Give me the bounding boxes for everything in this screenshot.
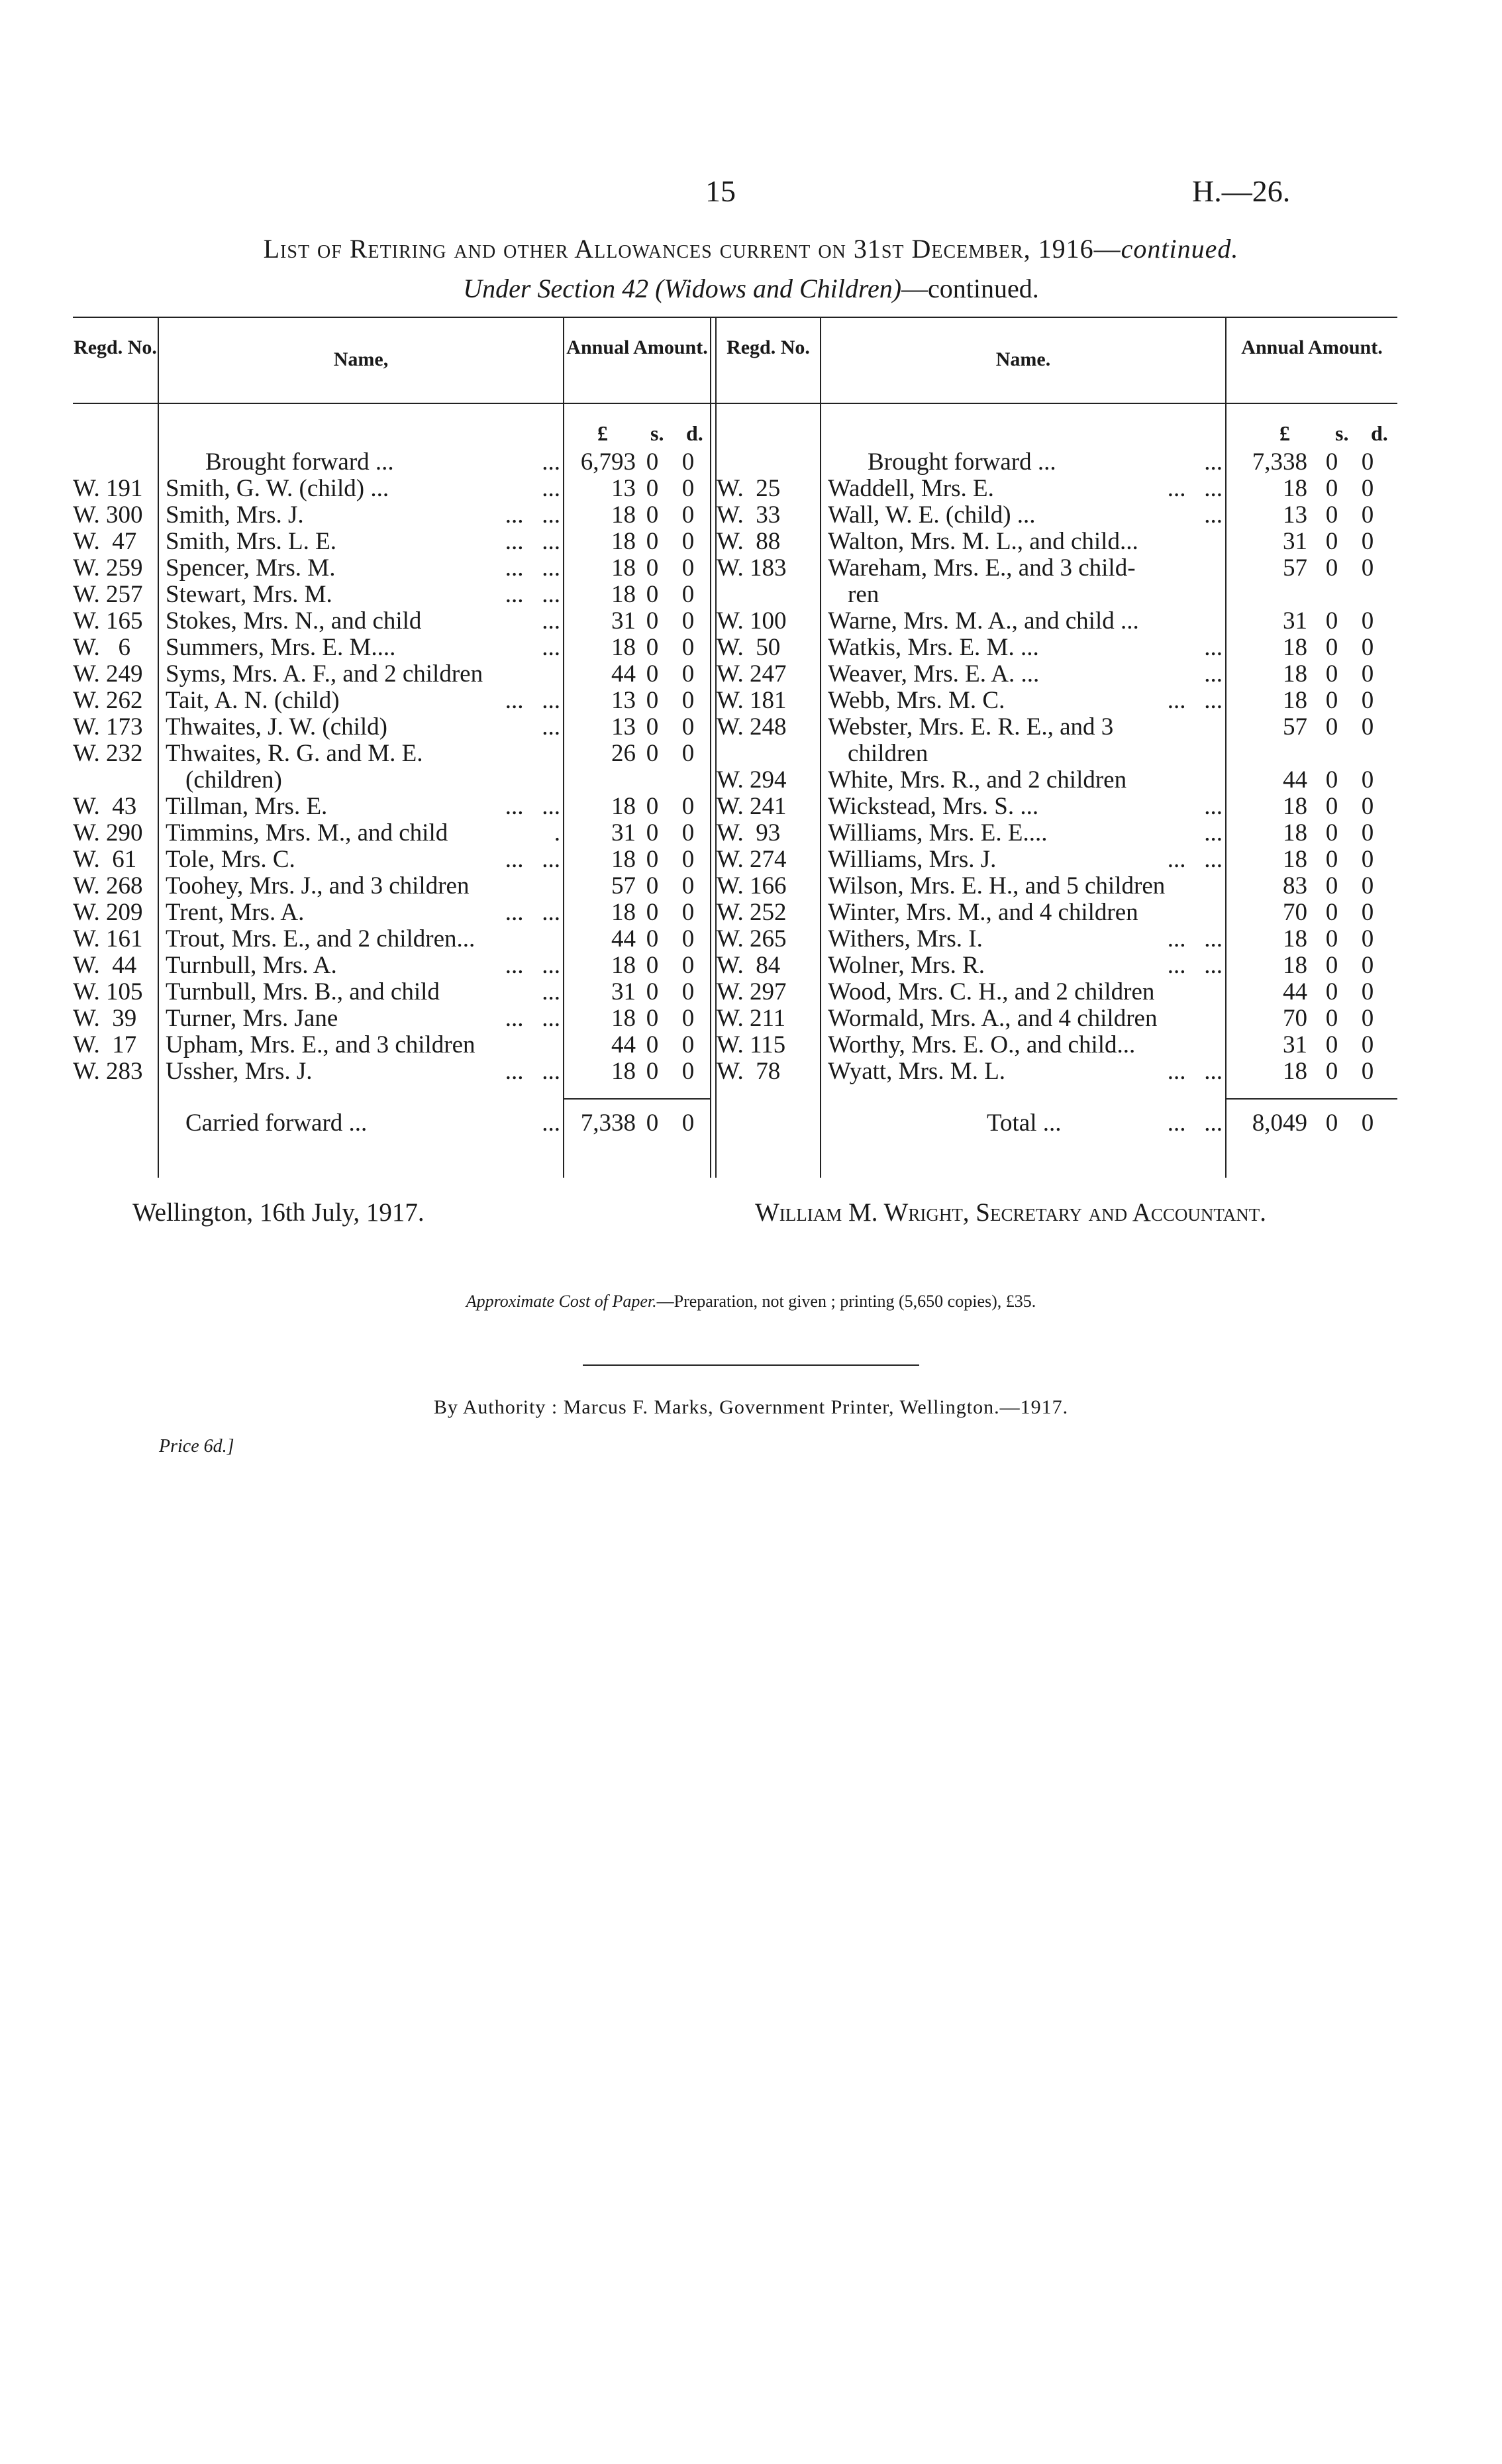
- page-subtitle: [0, 273, 1502, 304]
- right-row-5-name: Watkis, Mrs. E. M. ...: [828, 634, 1039, 661]
- right-row-7-pence: 0: [1361, 687, 1374, 714]
- left-row-21-regd: W. 283: [73, 1058, 143, 1085]
- right-row-1-dots: ...: [1204, 501, 1223, 529]
- right-row-0-shillings: 0: [1325, 475, 1338, 502]
- left-row-18-regd: W. 105: [73, 978, 143, 1005]
- left-row-15-dots: ... ...: [505, 899, 560, 926]
- right-row-19-regd: W. 115: [717, 1031, 786, 1058]
- right-row-2-name: Walton, Mrs. M. L., and child...: [828, 528, 1138, 555]
- right-row-5-shillings: 0: [1325, 634, 1338, 661]
- right-row-3-shillings: 0: [1325, 554, 1338, 582]
- right-row-15-regd: W. 265: [717, 925, 787, 952]
- right-row-12-shillings: 0: [1325, 846, 1338, 873]
- right-row-20-dots: ... ...: [1167, 1058, 1223, 1085]
- left-row-19-name: Turner, Mrs. Jane: [166, 1005, 338, 1032]
- cost-note: [0, 1292, 1502, 1311]
- right-row-12-pounds: 18: [1283, 846, 1307, 873]
- right-row-20-pounds: 18: [1283, 1058, 1307, 1085]
- right-brought-forward-pence: 0: [1361, 448, 1374, 476]
- right-row-3-pence: 0: [1361, 554, 1374, 582]
- right-row-7-shillings: 0: [1325, 687, 1338, 714]
- right-brought-forward-shillings: 0: [1325, 448, 1338, 476]
- header-name-right: Name.: [995, 348, 1051, 370]
- left-row-2-dots: ... ...: [505, 528, 560, 555]
- right-row-6-shillings: 0: [1325, 660, 1338, 688]
- left-row-6-dots: ...: [542, 634, 560, 661]
- left-row-9-pounds: 13: [611, 713, 636, 741]
- right-row-15-pence: 0: [1361, 925, 1374, 952]
- header-annual-amount-right: Annual Amount.: [1241, 336, 1383, 358]
- left-brought-forward-pence: 0: [681, 448, 695, 476]
- right-total-label: Total ...: [987, 1109, 1062, 1137]
- left-row-15-regd: W. 209: [73, 899, 143, 926]
- left-row-18-shillings: 0: [646, 978, 659, 1005]
- left-brought-forward-dots: ...: [542, 448, 560, 476]
- right-row-17-name: Wood, Mrs. C. H., and 2 children: [828, 978, 1155, 1005]
- left-row-20-pence: 0: [681, 1031, 695, 1058]
- left-row-0-regd: W. 191: [73, 475, 143, 502]
- left-row-17-name: Turnbull, Mrs. A.: [166, 952, 337, 979]
- left-row-1-pence: 0: [681, 501, 695, 529]
- right-row-9-pence: 0: [1361, 766, 1374, 794]
- right-row-9-shillings: 0: [1325, 766, 1338, 794]
- right-row-15-pounds: 18: [1283, 925, 1307, 952]
- left-row-15-pence: 0: [681, 899, 695, 926]
- right-row-6-pence: 0: [1361, 660, 1374, 688]
- left-row-14-shillings: 0: [646, 872, 659, 899]
- left-row-10-name-cont: (children): [185, 766, 282, 794]
- left-carried_forward-shillings: 0: [646, 1109, 659, 1137]
- left-row-2-pence: 0: [681, 528, 695, 555]
- right-row-16-regd: W. 84: [717, 952, 781, 979]
- left-row-4-pounds: 18: [611, 581, 636, 608]
- right-row-20-regd: W. 78: [717, 1058, 781, 1085]
- left-row-1-pounds: 18: [611, 501, 636, 529]
- left-row-3-pence: 0: [681, 554, 695, 582]
- right-row-18-pence: 0: [1361, 1005, 1374, 1032]
- right-row-4-pounds: 31: [1283, 607, 1307, 635]
- right-row-12-name: Williams, Mrs. J.: [828, 846, 997, 873]
- right-row-10-dots: ...: [1204, 793, 1223, 820]
- left-row-11-pounds: 18: [611, 793, 636, 820]
- left-row-4-dots: ... ...: [505, 581, 560, 608]
- right-row-9-pounds: 44: [1283, 766, 1307, 794]
- right-row-4-pence: 0: [1361, 607, 1374, 635]
- left-row-5-pence: 0: [681, 607, 695, 635]
- left-row-12-pounds: 31: [611, 819, 636, 847]
- right-row-12-pence: 0: [1361, 846, 1374, 873]
- left-carried_forward-pence: 0: [681, 1109, 695, 1137]
- right-row-8-regd: W. 248: [717, 713, 787, 741]
- left-row-7-pounds: 44: [611, 660, 636, 688]
- subtitle-continued: —continued.: [901, 274, 1039, 303]
- left-row-0-pence: 0: [681, 475, 695, 502]
- left-row-21-pounds: 18: [611, 1058, 636, 1085]
- left-row-14-name: Toohey, Mrs. J., and 3 children: [166, 872, 470, 899]
- left-row-5-shillings: 0: [646, 607, 659, 635]
- right-row-2-pence: 0: [1361, 528, 1374, 555]
- unit-pence: d.: [686, 421, 703, 445]
- left-row-8-name: Tait, A. N. (child): [166, 687, 340, 714]
- header-annual-amount: Annual Amount.: [566, 336, 708, 358]
- left-row-10-regd: W. 232: [73, 740, 143, 767]
- right-row-17-shillings: 0: [1325, 978, 1338, 1005]
- left-row-13-dots: ... ...: [505, 846, 560, 873]
- left-row-0-shillings: 0: [646, 475, 659, 502]
- allowances-table: [73, 317, 1397, 1198]
- left-row-20-pounds: 44: [611, 1031, 636, 1058]
- right-row-0-pence: 0: [1361, 475, 1374, 502]
- right-brought-forward-label: Brought forward ...: [868, 448, 1056, 476]
- right-row-13-pence: 0: [1361, 872, 1374, 899]
- right-row-16-dots: ... ...: [1167, 952, 1223, 979]
- left-row-10-name: Thwaites, R. G. and M. E.: [166, 740, 423, 767]
- left-brought-forward-pounds: 6,793: [580, 448, 636, 476]
- left-row-19-regd: W. 39: [73, 1005, 137, 1032]
- left-row-18-pence: 0: [681, 978, 695, 1005]
- left-carried_forward-pounds: 7,338: [580, 1109, 636, 1137]
- left-row-15-pounds: 18: [611, 899, 636, 926]
- left-row-11-shillings: 0: [646, 793, 659, 820]
- unit-pence-right: d.: [1371, 421, 1388, 445]
- left-row-2-regd: W. 47: [73, 528, 137, 555]
- right-row-20-name: Wyatt, Mrs. M. L.: [828, 1058, 1006, 1085]
- right-row-3-regd: W. 183: [717, 554, 787, 582]
- right-row-2-shillings: 0: [1325, 528, 1338, 555]
- right-row-19-name: Worthy, Mrs. E. O., and child...: [828, 1031, 1136, 1058]
- left-row-15-name: Trent, Mrs. A.: [166, 899, 305, 926]
- left-row-13-name: Tole, Mrs. C.: [166, 846, 295, 873]
- right-row-9-name: White, Mrs. R., and 2 children: [828, 766, 1127, 794]
- left-row-20-shillings: 0: [646, 1031, 659, 1058]
- right-row-16-shillings: 0: [1325, 952, 1338, 979]
- right-row-2-pounds: 31: [1283, 528, 1307, 555]
- header-name: Name,: [333, 348, 389, 370]
- left-row-1-regd: W. 300: [73, 501, 143, 529]
- unit-pound-right: £: [1279, 421, 1290, 445]
- left-row-3-dots: ... ...: [505, 554, 560, 582]
- left-row-6-shillings: 0: [646, 634, 659, 661]
- right-row-5-pence: 0: [1361, 634, 1374, 661]
- cost-note-label: Approximate Cost of Paper.: [466, 1292, 657, 1311]
- title-continued: continued.: [1121, 234, 1239, 264]
- left-row-3-regd: W. 259: [73, 554, 143, 582]
- left-row-9-dots: ...: [542, 713, 560, 741]
- right-row-20-shillings: 0: [1325, 1058, 1338, 1085]
- right-row-18-regd: W. 211: [717, 1005, 786, 1032]
- right-row-17-pounds: 44: [1283, 978, 1307, 1005]
- right-row-9-regd: W. 294: [717, 766, 787, 794]
- right-row-8-pounds: 57: [1283, 713, 1307, 741]
- right-total-shillings: 0: [1325, 1109, 1338, 1137]
- right-row-10-name: Wickstead, Mrs. S. ...: [828, 793, 1039, 820]
- left-row-21-name: Ussher, Mrs. J.: [166, 1058, 313, 1085]
- left-row-8-dots: ... ...: [505, 687, 560, 714]
- right-row-5-pounds: 18: [1283, 634, 1307, 661]
- right-row-0-dots: ... ...: [1167, 475, 1223, 502]
- left-row-19-dots: ... ...: [505, 1005, 560, 1032]
- right-row-8-name-cont: children: [848, 740, 928, 767]
- title-main: List of Retiring and other Allowances current on 31st December, 1916—: [263, 234, 1121, 264]
- right-row-2-regd: W. 88: [717, 528, 781, 555]
- left-row-11-name: Tillman, Mrs. E.: [166, 793, 328, 820]
- left-row-4-shillings: 0: [646, 581, 659, 608]
- right-row-13-pounds: 83: [1283, 872, 1307, 899]
- left-row-7-name: Syms, Mrs. A. F., and 2 children: [166, 660, 483, 688]
- left-row-13-pence: 0: [681, 846, 695, 873]
- left-row-2-name: Smith, Mrs. L. E.: [166, 528, 336, 555]
- left-row-12-pence: 0: [681, 819, 695, 847]
- right-row-3-name-cont: ren: [848, 581, 879, 608]
- right-row-0-name: Waddell, Mrs. E.: [828, 475, 994, 502]
- right-row-5-dots: ...: [1204, 634, 1223, 661]
- left-row-9-pence: 0: [681, 713, 695, 741]
- right-row-12-dots: ... ...: [1167, 846, 1223, 873]
- right-row-4-name: Warne, Mrs. M. A., and child ...: [828, 607, 1139, 635]
- left-row-8-regd: W. 262: [73, 687, 143, 714]
- left-row-17-shillings: 0: [646, 952, 659, 979]
- right-brought-forward-pounds: 7,338: [1252, 448, 1307, 476]
- header-regd-no-right: Regd. No.: [726, 336, 810, 358]
- right-row-11-regd: W. 93: [717, 819, 781, 847]
- left-row-10-shillings: 0: [646, 740, 659, 767]
- right-row-15-name: Withers, Mrs. I.: [828, 925, 983, 952]
- left-row-16-pence: 0: [681, 925, 695, 952]
- right-row-1-regd: W. 33: [717, 501, 781, 529]
- left-row-2-shillings: 0: [646, 528, 659, 555]
- left-row-21-shillings: 0: [646, 1058, 659, 1085]
- left-row-19-shillings: 0: [646, 1005, 659, 1032]
- page-number: 15: [705, 174, 736, 208]
- left-brought-forward-label: Brought forward ...: [205, 448, 394, 476]
- right-row-18-name: Wormald, Mrs. A., and 4 children: [828, 1005, 1158, 1032]
- left-row-5-regd: W. 165: [73, 607, 143, 635]
- right-row-7-pounds: 18: [1283, 687, 1307, 714]
- left-row-18-dots: ...: [542, 978, 560, 1005]
- left-carried_forward-dots: ...: [542, 1109, 560, 1137]
- right-row-6-regd: W. 247: [717, 660, 787, 688]
- right-total-dots: ... ...: [1167, 1109, 1223, 1137]
- right-row-3-pounds: 57: [1283, 554, 1307, 582]
- left-row-10-pounds: 26: [611, 740, 636, 767]
- left-row-16-regd: W. 161: [73, 925, 143, 952]
- right-row-7-regd: W. 181: [717, 687, 787, 714]
- right-row-14-pounds: 70: [1283, 899, 1307, 926]
- left-row-1-dots: ... ...: [505, 501, 560, 529]
- left-row-9-name: Thwaites, J. W. (child): [166, 713, 388, 741]
- right-row-0-regd: W. 25: [717, 475, 781, 502]
- left-row-16-shillings: 0: [646, 925, 659, 952]
- unit-shilling: s.: [650, 421, 664, 445]
- right-row-16-name: Wolner, Mrs. R.: [828, 952, 985, 979]
- right-row-20-pence: 0: [1361, 1058, 1374, 1085]
- right-row-4-shillings: 0: [1325, 607, 1338, 635]
- left-row-5-pounds: 31: [611, 607, 636, 635]
- left-row-0-dots: ...: [542, 475, 560, 502]
- left-row-1-name: Smith, Mrs. J.: [166, 501, 304, 529]
- left-row-11-pence: 0: [681, 793, 695, 820]
- left-row-21-dots: ... ...: [505, 1058, 560, 1085]
- left-row-12-regd: W. 290: [73, 819, 143, 847]
- right-row-13-regd: W. 166: [717, 872, 787, 899]
- right-row-14-regd: W. 252: [717, 899, 787, 926]
- left-row-4-pence: 0: [681, 581, 695, 608]
- right-row-4-regd: W. 100: [717, 607, 787, 635]
- left-row-4-name: Stewart, Mrs. M.: [166, 581, 332, 608]
- subtitle-section: Under Section 42 (Widows and Children): [463, 274, 902, 303]
- left-row-14-pence: 0: [681, 872, 695, 899]
- right-row-7-dots: ... ...: [1167, 687, 1223, 714]
- left-row-4-regd: W. 257: [73, 581, 143, 608]
- right-row-10-pence: 0: [1361, 793, 1374, 820]
- left-row-2-pounds: 18: [611, 528, 636, 555]
- left-row-9-regd: W. 173: [73, 713, 143, 741]
- signatory: William M. Wright, Secretary and Accountant.: [755, 1198, 1266, 1227]
- right-row-10-shillings: 0: [1325, 793, 1338, 820]
- page-title: [0, 233, 1502, 264]
- left-row-17-pounds: 18: [611, 952, 636, 979]
- left-row-17-dots: ... ...: [505, 952, 560, 979]
- right-row-15-dots: ... ...: [1167, 925, 1223, 952]
- document-reference: H.—26.: [1192, 174, 1291, 208]
- right-row-11-pounds: 18: [1283, 819, 1307, 847]
- left-row-6-name: Summers, Mrs. E. M....: [166, 634, 396, 661]
- right-row-16-pounds: 18: [1283, 952, 1307, 979]
- right-row-13-name: Wilson, Mrs. E. H., and 5 children: [828, 872, 1166, 899]
- right-row-3-name: Wareham, Mrs. E., and 3 child-: [828, 554, 1136, 582]
- right-total-pounds: 8,049: [1252, 1109, 1307, 1137]
- left-row-3-pounds: 18: [611, 554, 636, 582]
- left-row-19-pounds: 18: [611, 1005, 636, 1032]
- right-total-pence: 0: [1361, 1109, 1374, 1137]
- left-row-20-regd: W. 17: [73, 1031, 137, 1058]
- left-row-18-pounds: 31: [611, 978, 636, 1005]
- right-row-15-shillings: 0: [1325, 925, 1338, 952]
- right-row-16-pence: 0: [1361, 952, 1374, 979]
- left-row-14-regd: W. 268: [73, 872, 143, 899]
- left-row-9-shillings: 0: [646, 713, 659, 741]
- right-row-10-regd: W. 241: [717, 793, 787, 820]
- divider: [583, 1364, 919, 1366]
- right-row-8-shillings: 0: [1325, 713, 1338, 741]
- left-row-15-shillings: 0: [646, 899, 659, 926]
- left-row-3-name: Spencer, Mrs. M.: [166, 554, 336, 582]
- right-row-11-pence: 0: [1361, 819, 1374, 847]
- header-regd-no: Regd. No.: [74, 336, 157, 358]
- left-row-16-pounds: 44: [611, 925, 636, 952]
- right-row-18-pounds: 70: [1283, 1005, 1307, 1032]
- left-row-10-pence: 0: [681, 740, 695, 767]
- right-row-10-pounds: 18: [1283, 793, 1307, 820]
- left-row-8-pence: 0: [681, 687, 695, 714]
- right-row-17-regd: W. 297: [717, 978, 787, 1005]
- left-row-7-regd: W. 249: [73, 660, 143, 688]
- right-row-7-name: Webb, Mrs. M. C.: [828, 687, 1005, 714]
- right-row-14-name: Winter, Mrs. M., and 4 children: [828, 899, 1138, 926]
- right-brought-forward-dots: ...: [1204, 448, 1223, 476]
- left-row-7-shillings: 0: [646, 660, 659, 688]
- right-row-8-pence: 0: [1361, 713, 1374, 741]
- left-row-17-regd: W. 44: [73, 952, 137, 979]
- right-row-1-pence: 0: [1361, 501, 1374, 529]
- right-row-6-pounds: 18: [1283, 660, 1307, 688]
- left-row-11-regd: W. 43: [73, 793, 137, 820]
- right-row-13-shillings: 0: [1325, 872, 1338, 899]
- left-row-20-name: Upham, Mrs. E., and 3 children: [166, 1031, 476, 1058]
- left-row-0-name: Smith, G. W. (child) ...: [166, 475, 389, 502]
- right-row-11-name: Williams, Mrs. E. E....: [828, 819, 1048, 847]
- right-row-12-regd: W. 274: [717, 846, 787, 873]
- left-brought-forward-shillings: 0: [646, 448, 659, 476]
- unit-shilling-right: s.: [1335, 421, 1349, 445]
- left-carried_forward-label: Carried forward ...: [185, 1109, 368, 1137]
- printer-authority: By Authority : Marcus F. Marks, Government Printer, Wellington.—1917.: [433, 1396, 1069, 1418]
- right-row-19-shillings: 0: [1325, 1031, 1338, 1058]
- right-row-6-name: Weaver, Mrs. E. A. ...: [828, 660, 1040, 688]
- right-row-14-shillings: 0: [1325, 899, 1338, 926]
- right-row-6-dots: ...: [1204, 660, 1223, 688]
- left-row-21-pence: 0: [681, 1058, 695, 1085]
- left-row-13-regd: W. 61: [73, 846, 137, 873]
- left-row-5-dots: ...: [542, 607, 560, 635]
- right-row-8-name: Webster, Mrs. E. R. E., and 3: [828, 713, 1114, 741]
- right-row-18-shillings: 0: [1325, 1005, 1338, 1032]
- unit-pound: £: [597, 421, 608, 445]
- right-row-19-pence: 0: [1361, 1031, 1374, 1058]
- left-row-13-pounds: 18: [611, 846, 636, 873]
- left-row-6-pence: 0: [681, 634, 695, 661]
- right-row-17-pence: 0: [1361, 978, 1374, 1005]
- left-row-12-name: Timmins, Mrs. M., and child: [166, 819, 448, 847]
- right-row-1-pounds: 13: [1283, 501, 1307, 529]
- left-row-14-pounds: 57: [611, 872, 636, 899]
- left-row-12-shillings: 0: [646, 819, 659, 847]
- left-row-3-shillings: 0: [646, 554, 659, 582]
- right-row-1-name: Wall, W. E. (child) ...: [828, 501, 1036, 529]
- left-row-6-pounds: 18: [611, 634, 636, 661]
- left-row-1-shillings: 0: [646, 501, 659, 529]
- right-row-11-shillings: 0: [1325, 819, 1338, 847]
- left-row-0-pounds: 13: [611, 475, 636, 502]
- right-row-19-pounds: 31: [1283, 1031, 1307, 1058]
- left-row-18-name: Turnbull, Mrs. B., and child: [166, 978, 440, 1005]
- left-row-13-shillings: 0: [646, 846, 659, 873]
- right-row-1-shillings: 0: [1325, 501, 1338, 529]
- left-row-11-dots: ... ...: [505, 793, 560, 820]
- left-row-8-pounds: 13: [611, 687, 636, 714]
- left-row-19-pence: 0: [681, 1005, 695, 1032]
- place-and-date: Wellington, 16th July, 1917.: [132, 1198, 425, 1227]
- right-row-14-pence: 0: [1361, 899, 1374, 926]
- left-row-16-name: Trout, Mrs. E., and 2 children...: [166, 925, 476, 952]
- price: Price 6d.]: [159, 1436, 234, 1457]
- left-row-6-regd: W. 6: [73, 634, 131, 661]
- right-row-11-dots: ...: [1204, 819, 1223, 847]
- cost-note-text: —Preparation, not given ; printing (5,650 copies), £35.: [656, 1292, 1036, 1311]
- left-row-12-dots: .: [554, 819, 560, 847]
- left-row-7-pence: 0: [681, 660, 695, 688]
- right-row-0-pounds: 18: [1283, 475, 1307, 502]
- right-row-5-regd: W. 50: [717, 634, 781, 661]
- left-row-8-shillings: 0: [646, 687, 659, 714]
- left-row-5-name: Stokes, Mrs. N., and child: [166, 607, 422, 635]
- left-row-17-pence: 0: [681, 952, 695, 979]
